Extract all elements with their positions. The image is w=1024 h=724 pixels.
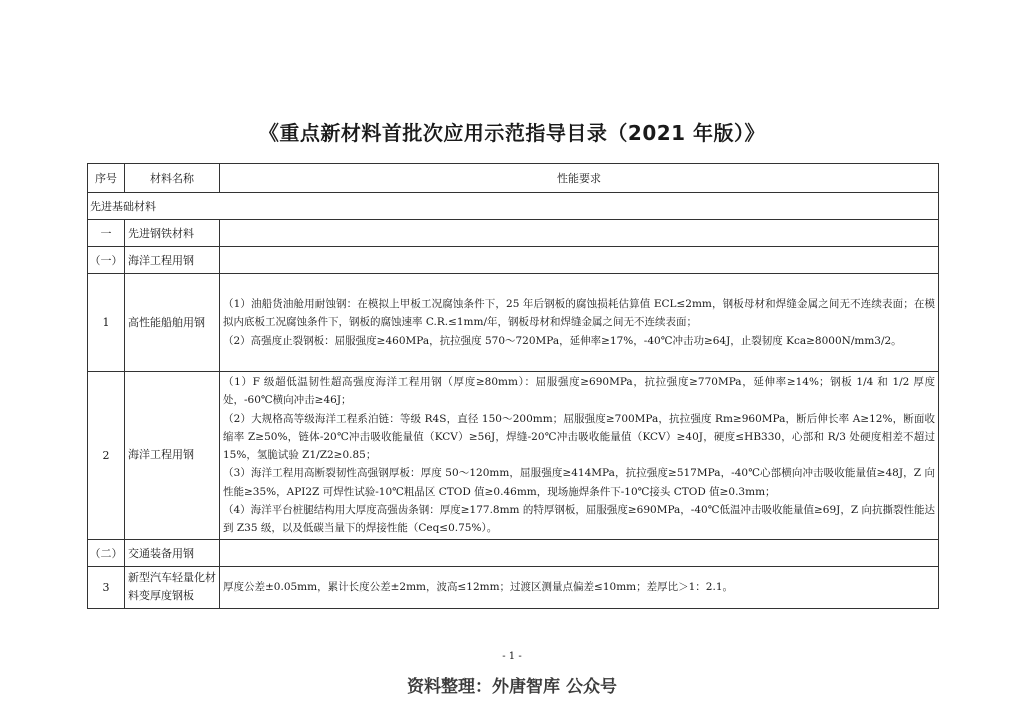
materials-table <box>87 163 939 609</box>
category-row <box>88 220 939 247</box>
subcategory-num: （一） <box>88 247 125 274</box>
row-requirements <box>220 372 939 540</box>
table-row <box>88 566 939 608</box>
subcategory-row <box>88 247 939 274</box>
category-name: 先进钢铁材料 <box>125 220 220 247</box>
header-num: 序号 <box>88 164 125 193</box>
row-material-name: 海洋工程用钢 <box>125 372 220 540</box>
subcategory-num: （二） <box>88 539 125 566</box>
requirement-item: （2）高强度止裂钢板：屈服强度≥460MPa，抗拉强度 570～720MPa，延伸率≥17%，-40℃冲击功≥64J，止裂韧度 Kca≥8000N/mm3/2。 <box>223 334 902 347</box>
subcategory-row <box>88 539 939 566</box>
requirement-item: （2）大规格高等级海洋工程系泊链：等级 R4S，直径 150～200mm；屈服强度≥700MPa，抗拉强度 Rm≥960MPa，断后伸长率 A≥12%，断面收缩率 Z≥50%，链体-20℃冲击吸收能量值（KCV）≥56J，焊缝-20℃冲击吸收能量值（KCV）≥40J，硬度≤HB330，心部和 R/3 处硬度相差不超过 15%，氢脆试验 Z1/Z2≥0.85； <box>223 412 935 462</box>
table-row <box>88 274 939 372</box>
page-title: 《重点新材料首批次应用示范指导目录（2021 年版）》 <box>258 121 766 145</box>
section-label: 先进基础材料 <box>88 193 939 220</box>
header-name: 材料名称 <box>125 164 220 193</box>
row-material-name: 高性能船舶用钢 <box>125 274 220 372</box>
row-num: 1 <box>88 274 125 372</box>
table-row <box>88 372 939 540</box>
subcategory-name: 交通装备用钢 <box>125 539 220 566</box>
requirement-item: （1）F 级超低温韧性超高强度海洋工程用钢（厚度≥80mm）：屈服强度≥690MPa，抗拉强度≥770MPa，延伸率≥14%；钢板 1/4 和 1/2 厚度处，-60℃横向冲击≥46J； <box>223 376 935 407</box>
footer-watermark: 资料整理：外唐智库 公众号 <box>407 677 617 697</box>
requirement-item: （4）海洋平台桩腿结构用大厚度高强齿条钢：厚度≥177.8mm 的特厚钢板，屈服强度≥690MPa，-40℃低温冲击吸收能量值≥69J，Z 向抗撕裂性能达到 Z35 级，以及低碳当量下的焊接性能（Ceq≤0.75%）。 <box>223 504 935 535</box>
row-requirements <box>220 274 939 372</box>
row-num: 3 <box>88 566 125 608</box>
row-material-name: 新型汽车轻量化材料变厚度钢板 <box>125 566 220 608</box>
subcategory-name: 海洋工程用钢 <box>125 247 220 274</box>
row-requirements: 厚度公差±0.05mm，累计长度公差±2mm，波高≤12mm；过渡区测量点偏差≤10mm；差厚比＞1：2.1。 <box>220 566 939 608</box>
requirement-item: （1）油船货油舱用耐蚀钢：在模拟上甲板工况腐蚀条件下，25 年后钢板的腐蚀损耗估算值 ECL≤2mm，钢板母材和焊缝金属之间无不连续表面；在模拟内底板工况腐蚀条件下，钢板的腐蚀速率 C.R.≤1mm/年，钢板母材和焊缝金属之间无不连续表面； <box>223 298 935 329</box>
page-number: - 1 - <box>502 651 522 662</box>
table-header-row <box>88 164 939 193</box>
header-requirements: 性能要求 <box>220 164 939 193</box>
category-num: 一 <box>88 220 125 247</box>
row-num: 2 <box>88 372 125 540</box>
section-row <box>88 193 939 220</box>
requirement-item: （3）海洋工程用高断裂韧性高强钢厚板：厚度 50～120mm，屈服强度≥414MPa，抗拉强度≥517MPa，-40℃心部横向冲击吸收能量值≥48J，Z 向性能≥35%，API2Z 可焊性试验-10℃粗晶区 CTOD 值≥0.46mm，现场施焊条件下-10℃接头 CTOD 值≥0.3mm； <box>223 467 935 498</box>
